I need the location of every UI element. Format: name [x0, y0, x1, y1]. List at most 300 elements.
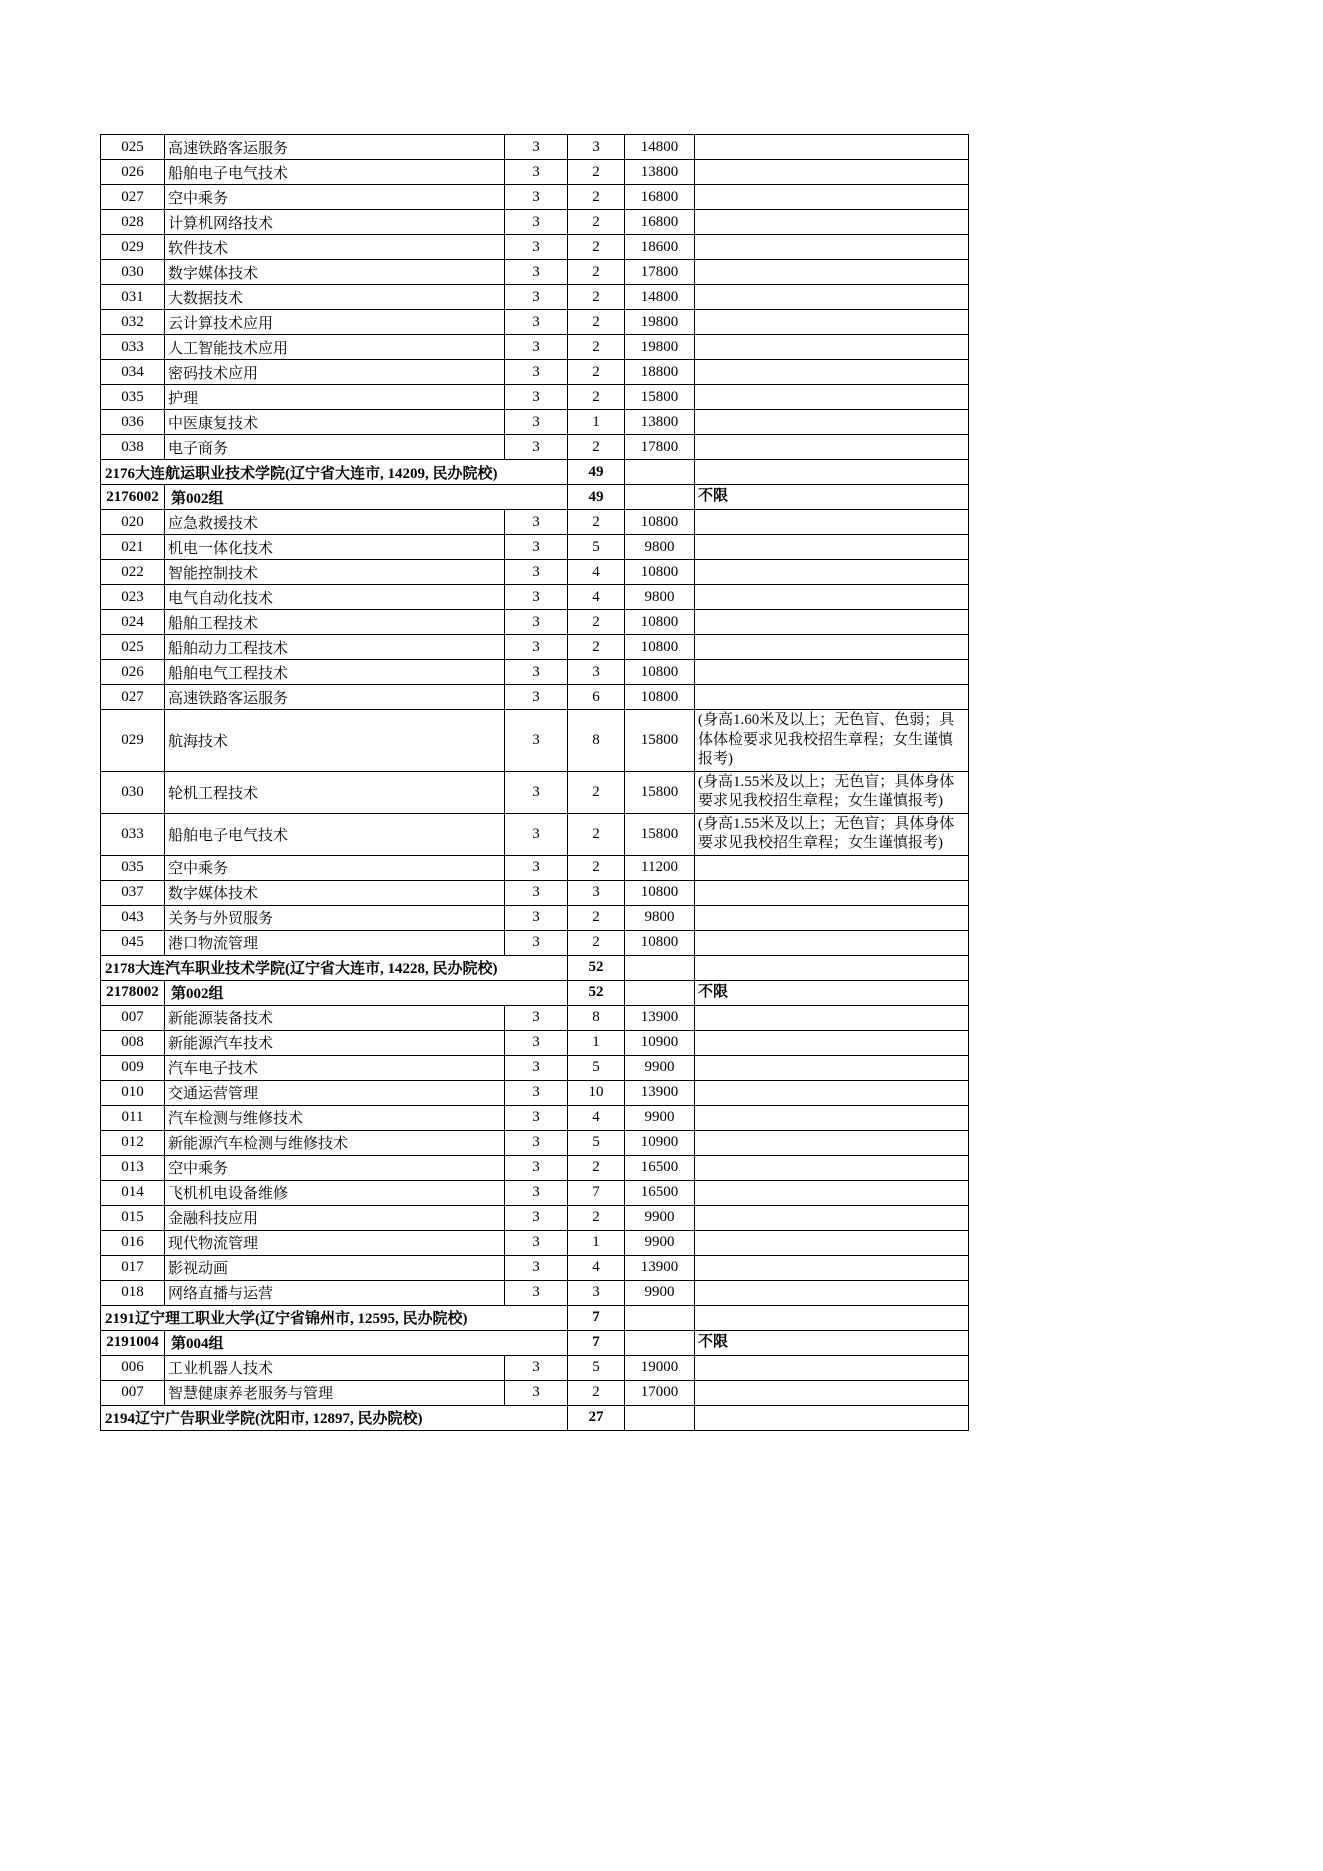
major-name-cell: 新能源装备技术 — [165, 1005, 505, 1030]
tuition-cell: 16800 — [625, 210, 695, 235]
group-remark-cell: 不限 — [695, 980, 969, 1005]
plan-count-cell: 5 — [568, 1355, 625, 1380]
plan-count-cell: 52 — [568, 955, 625, 980]
major-code-cell: 016 — [101, 1230, 165, 1255]
remark-cell — [695, 510, 969, 535]
plan-count-cell: 4 — [568, 1105, 625, 1130]
tuition-cell: 9800 — [625, 535, 695, 560]
table-row — [101, 210, 969, 235]
table-row — [101, 1180, 969, 1205]
plan-count-cell: 2 — [568, 610, 625, 635]
major-name-cell: 智能控制技术 — [165, 560, 505, 585]
study-years-cell: 3 — [505, 855, 568, 880]
major-code-cell: 037 — [101, 880, 165, 905]
tuition-cell: 15800 — [625, 771, 695, 813]
plan-count-cell: 4 — [568, 585, 625, 610]
remark-cell — [695, 460, 969, 485]
table-row — [101, 1030, 969, 1055]
tuition-cell: 17000 — [625, 1380, 695, 1405]
table-row — [101, 1130, 969, 1155]
remark-cell: (身高1.60米及以上；无色盲、色弱；具体体检要求见我校招生章程；女生谨慎报考) — [695, 710, 969, 772]
remark-cell — [695, 160, 969, 185]
plan-count-cell: 27 — [568, 1405, 625, 1430]
remark-cell: (身高1.55米及以上；无色盲；具体身体要求见我校招生章程；女生谨慎报考) — [695, 771, 969, 813]
tuition-cell: 17800 — [625, 260, 695, 285]
tuition-cell: 10800 — [625, 635, 695, 660]
major-code-cell: 007 — [101, 1380, 165, 1405]
group-code-cell: 2176002 — [101, 485, 165, 510]
plan-table-body — [101, 135, 969, 1431]
study-years-cell: 3 — [505, 1280, 568, 1305]
table-row — [101, 485, 969, 510]
table-row — [101, 260, 969, 285]
tuition-cell: 13900 — [625, 1255, 695, 1280]
group-name-cell: 第002组 — [165, 980, 568, 1005]
tuition-cell: 13800 — [625, 160, 695, 185]
major-name-cell: 轮机工程技术 — [165, 771, 505, 813]
plan-table — [100, 134, 969, 1431]
remark-cell — [695, 385, 969, 410]
plan-count-cell: 2 — [568, 235, 625, 260]
major-name-cell: 软件技术 — [165, 235, 505, 260]
remark-cell — [695, 1205, 969, 1230]
plan-count-cell: 49 — [568, 485, 625, 510]
study-years-cell: 3 — [505, 710, 568, 772]
study-years-cell: 3 — [505, 185, 568, 210]
tuition-cell: 19800 — [625, 335, 695, 360]
remark-cell — [695, 185, 969, 210]
plan-count-cell: 2 — [568, 1155, 625, 1180]
table-row — [101, 771, 969, 813]
group-name-cell: 第004组 — [165, 1330, 568, 1355]
major-code-cell: 025 — [101, 635, 165, 660]
remark-cell — [695, 1055, 969, 1080]
study-years-cell: 3 — [505, 1355, 568, 1380]
major-code-cell: 006 — [101, 1355, 165, 1380]
remark-cell — [695, 1355, 969, 1380]
study-years-cell: 3 — [505, 535, 568, 560]
study-years-cell: 3 — [505, 880, 568, 905]
table-row — [101, 585, 969, 610]
major-code-cell: 038 — [101, 435, 165, 460]
plan-count-cell: 4 — [568, 560, 625, 585]
study-years-cell: 3 — [505, 1230, 568, 1255]
group-name-cell: 第002组 — [165, 485, 568, 510]
plan-count-cell: 2 — [568, 813, 625, 855]
study-years-cell: 3 — [505, 510, 568, 535]
major-name-cell: 人工智能技术应用 — [165, 335, 505, 360]
remark-cell — [695, 855, 969, 880]
remark-cell — [695, 135, 969, 160]
plan-count-cell: 5 — [568, 535, 625, 560]
major-name-cell: 港口物流管理 — [165, 930, 505, 955]
major-code-cell: 018 — [101, 1280, 165, 1305]
study-years-cell: 3 — [505, 930, 568, 955]
major-code-cell: 029 — [101, 710, 165, 772]
remark-cell — [695, 585, 969, 610]
plan-count-cell: 5 — [568, 1055, 625, 1080]
remark-cell — [695, 1380, 969, 1405]
plan-count-cell: 2 — [568, 185, 625, 210]
plan-count-cell: 1 — [568, 410, 625, 435]
major-name-cell: 电气自动化技术 — [165, 585, 505, 610]
table-row — [101, 955, 969, 980]
tuition-cell: 10800 — [625, 880, 695, 905]
plan-count-cell: 2 — [568, 771, 625, 813]
table-row — [101, 410, 969, 435]
table-row — [101, 1405, 969, 1430]
study-years-cell: 3 — [505, 335, 568, 360]
major-name-cell: 护理 — [165, 385, 505, 410]
table-row — [101, 360, 969, 385]
study-years-cell: 3 — [505, 385, 568, 410]
major-code-cell: 026 — [101, 660, 165, 685]
study-years-cell: 3 — [505, 310, 568, 335]
major-code-cell: 013 — [101, 1155, 165, 1180]
table-row — [101, 535, 969, 560]
study-years-cell: 3 — [505, 1080, 568, 1105]
major-name-cell: 飞机机电设备维修 — [165, 1180, 505, 1205]
remark-cell — [695, 360, 969, 385]
tuition-cell — [625, 460, 695, 485]
remark-cell — [695, 310, 969, 335]
major-name-cell: 电子商务 — [165, 435, 505, 460]
table-row — [101, 1255, 969, 1280]
tuition-cell: 19000 — [625, 1355, 695, 1380]
group-code-cell: 2191004 — [101, 1330, 165, 1355]
table-row — [101, 1105, 969, 1130]
major-name-cell: 现代物流管理 — [165, 1230, 505, 1255]
major-code-cell: 012 — [101, 1130, 165, 1155]
tuition-cell: 17800 — [625, 435, 695, 460]
study-years-cell: 3 — [505, 235, 568, 260]
group-remark-cell: 不限 — [695, 1330, 969, 1355]
tuition-cell — [625, 1305, 695, 1330]
remark-cell — [695, 410, 969, 435]
study-years-cell: 3 — [505, 1005, 568, 1030]
tuition-cell: 9900 — [625, 1105, 695, 1130]
major-name-cell: 空中乘务 — [165, 185, 505, 210]
tuition-cell: 14800 — [625, 135, 695, 160]
table-row — [101, 1055, 969, 1080]
study-years-cell: 3 — [505, 360, 568, 385]
tuition-cell: 13900 — [625, 1005, 695, 1030]
tuition-cell: 15800 — [625, 813, 695, 855]
remark-cell — [695, 930, 969, 955]
remark-cell — [695, 880, 969, 905]
study-years-cell: 3 — [505, 1030, 568, 1055]
table-row — [101, 235, 969, 260]
major-name-cell: 智慧健康养老服务与管理 — [165, 1380, 505, 1405]
remark-cell — [695, 560, 969, 585]
table-row — [101, 1305, 969, 1330]
plan-count-cell: 2 — [568, 905, 625, 930]
plan-count-cell: 5 — [568, 1130, 625, 1155]
table-row — [101, 660, 969, 685]
plan-count-cell: 7 — [568, 1330, 625, 1355]
tuition-cell: 10800 — [625, 660, 695, 685]
major-name-cell: 中医康复技术 — [165, 410, 505, 435]
table-row — [101, 610, 969, 635]
tuition-cell: 9800 — [625, 905, 695, 930]
remark-cell — [695, 260, 969, 285]
study-years-cell: 3 — [505, 435, 568, 460]
major-code-cell: 027 — [101, 185, 165, 210]
tuition-cell: 15800 — [625, 710, 695, 772]
major-code-cell: 017 — [101, 1255, 165, 1280]
table-row — [101, 710, 969, 772]
major-name-cell: 金融科技应用 — [165, 1205, 505, 1230]
study-years-cell: 3 — [505, 560, 568, 585]
table-row — [101, 1080, 969, 1105]
remark-cell — [695, 235, 969, 260]
tuition-cell: 9900 — [625, 1055, 695, 1080]
major-code-cell: 009 — [101, 1055, 165, 1080]
major-code-cell: 033 — [101, 335, 165, 360]
major-code-cell: 021 — [101, 535, 165, 560]
major-name-cell: 船舶电气工程技术 — [165, 660, 505, 685]
group-remark-cell: 不限 — [695, 485, 969, 510]
study-years-cell: 3 — [505, 160, 568, 185]
plan-count-cell: 8 — [568, 710, 625, 772]
major-code-cell: 007 — [101, 1005, 165, 1030]
table-row — [101, 1005, 969, 1030]
major-name-cell: 数字媒体技术 — [165, 880, 505, 905]
major-code-cell: 008 — [101, 1030, 165, 1055]
study-years-cell: 3 — [505, 410, 568, 435]
major-name-cell: 云计算技术应用 — [165, 310, 505, 335]
plan-count-cell: 2 — [568, 510, 625, 535]
plan-count-cell: 1 — [568, 1230, 625, 1255]
tuition-cell — [625, 1330, 695, 1355]
remark-cell — [695, 1005, 969, 1030]
study-years-cell: 3 — [505, 660, 568, 685]
major-code-cell: 034 — [101, 360, 165, 385]
table-row — [101, 310, 969, 335]
major-code-cell: 045 — [101, 930, 165, 955]
remark-cell — [695, 905, 969, 930]
major-name-cell: 应急救援技术 — [165, 510, 505, 535]
tuition-cell: 18800 — [625, 360, 695, 385]
study-years-cell: 3 — [505, 1180, 568, 1205]
major-code-cell: 033 — [101, 813, 165, 855]
tuition-cell: 10800 — [625, 560, 695, 585]
major-name-cell: 大数据技术 — [165, 285, 505, 310]
plan-count-cell: 2 — [568, 285, 625, 310]
table-row — [101, 1280, 969, 1305]
table-row — [101, 435, 969, 460]
major-name-cell: 船舶电子电气技术 — [165, 813, 505, 855]
remark-cell — [695, 1130, 969, 1155]
table-row — [101, 1380, 969, 1405]
study-years-cell: 3 — [505, 285, 568, 310]
plan-count-cell: 2 — [568, 335, 625, 360]
plan-count-cell: 52 — [568, 980, 625, 1005]
plan-count-cell: 3 — [568, 1280, 625, 1305]
table-row — [101, 855, 969, 880]
table-row — [101, 980, 969, 1005]
major-code-cell: 026 — [101, 160, 165, 185]
remark-cell — [695, 1255, 969, 1280]
table-row — [101, 510, 969, 535]
tuition-cell: 9800 — [625, 585, 695, 610]
study-years-cell: 3 — [505, 771, 568, 813]
tuition-cell: 9900 — [625, 1205, 695, 1230]
tuition-cell: 10900 — [625, 1130, 695, 1155]
plan-count-cell: 3 — [568, 880, 625, 905]
study-years-cell: 3 — [505, 813, 568, 855]
table-row — [101, 185, 969, 210]
plan-count-cell: 49 — [568, 460, 625, 485]
plan-count-cell: 4 — [568, 1255, 625, 1280]
remark-cell — [695, 685, 969, 710]
major-code-cell: 010 — [101, 1080, 165, 1105]
table-row — [101, 813, 969, 855]
major-code-cell: 031 — [101, 285, 165, 310]
major-name-cell: 关务与外贸服务 — [165, 905, 505, 930]
major-name-cell: 汽车电子技术 — [165, 1055, 505, 1080]
major-name-cell: 新能源汽车检测与维修技术 — [165, 1130, 505, 1155]
major-code-cell: 028 — [101, 210, 165, 235]
table-row — [101, 160, 969, 185]
tuition-cell — [625, 980, 695, 1005]
remark-cell — [695, 955, 969, 980]
table-row — [101, 905, 969, 930]
tuition-cell: 15800 — [625, 385, 695, 410]
major-name-cell: 工业机器人技术 — [165, 1355, 505, 1380]
tuition-cell: 16800 — [625, 185, 695, 210]
major-code-cell: 036 — [101, 410, 165, 435]
tuition-cell: 13900 — [625, 1080, 695, 1105]
tuition-cell: 11200 — [625, 855, 695, 880]
table-row — [101, 880, 969, 905]
study-years-cell: 3 — [505, 685, 568, 710]
tuition-cell: 10800 — [625, 930, 695, 955]
major-name-cell: 船舶动力工程技术 — [165, 635, 505, 660]
school-title-cell: 2191辽宁理工职业大学(辽宁省锦州市, 12595, 民办院校) — [101, 1305, 568, 1330]
plan-count-cell: 2 — [568, 1380, 625, 1405]
major-name-cell: 影视动画 — [165, 1255, 505, 1280]
major-name-cell: 空中乘务 — [165, 1155, 505, 1180]
major-code-cell: 023 — [101, 585, 165, 610]
plan-count-cell: 2 — [568, 435, 625, 460]
plan-count-cell: 3 — [568, 660, 625, 685]
table-row — [101, 1330, 969, 1355]
major-name-cell: 交通运营管理 — [165, 1080, 505, 1105]
table-row — [101, 1205, 969, 1230]
remark-cell — [695, 610, 969, 635]
remark-cell — [695, 1230, 969, 1255]
tuition-cell — [625, 955, 695, 980]
major-code-cell: 024 — [101, 610, 165, 635]
plan-count-cell: 2 — [568, 310, 625, 335]
plan-count-cell: 2 — [568, 635, 625, 660]
table-row — [101, 135, 969, 160]
study-years-cell: 3 — [505, 1105, 568, 1130]
tuition-cell: 9900 — [625, 1230, 695, 1255]
table-row — [101, 560, 969, 585]
plan-count-cell: 2 — [568, 855, 625, 880]
study-years-cell: 3 — [505, 1055, 568, 1080]
major-name-cell: 高速铁路客运服务 — [165, 135, 505, 160]
table-row — [101, 635, 969, 660]
study-years-cell: 3 — [505, 1205, 568, 1230]
study-years-cell: 3 — [505, 135, 568, 160]
major-name-cell: 计算机网络技术 — [165, 210, 505, 235]
tuition-cell — [625, 485, 695, 510]
table-row — [101, 385, 969, 410]
tuition-cell: 10900 — [625, 1030, 695, 1055]
major-code-cell: 035 — [101, 855, 165, 880]
remark-cell — [695, 210, 969, 235]
table-row — [101, 930, 969, 955]
school-title-cell: 2176大连航运职业技术学院(辽宁省大连市, 14209, 民办院校) — [101, 460, 568, 485]
plan-count-cell: 3 — [568, 135, 625, 160]
plan-count-cell: 2 — [568, 385, 625, 410]
study-years-cell: 3 — [505, 905, 568, 930]
remark-cell — [695, 335, 969, 360]
tuition-cell: 16500 — [625, 1155, 695, 1180]
major-name-cell: 数字媒体技术 — [165, 260, 505, 285]
plan-count-cell: 2 — [568, 360, 625, 385]
study-years-cell: 3 — [505, 635, 568, 660]
tuition-cell: 10800 — [625, 510, 695, 535]
major-code-cell: 027 — [101, 685, 165, 710]
major-name-cell: 新能源汽车技术 — [165, 1030, 505, 1055]
study-years-cell: 3 — [505, 1130, 568, 1155]
major-code-cell: 030 — [101, 260, 165, 285]
school-title-cell: 2194辽宁广告职业学院(沈阳市, 12897, 民办院校) — [101, 1405, 568, 1430]
major-code-cell: 025 — [101, 135, 165, 160]
study-years-cell: 3 — [505, 1255, 568, 1280]
plan-count-cell: 2 — [568, 210, 625, 235]
major-name-cell: 高速铁路客运服务 — [165, 685, 505, 710]
major-code-cell: 020 — [101, 510, 165, 535]
school-title-cell: 2178大连汽车职业技术学院(辽宁省大连市, 14228, 民办院校) — [101, 955, 568, 980]
major-code-cell: 029 — [101, 235, 165, 260]
study-years-cell: 3 — [505, 610, 568, 635]
plan-count-cell: 8 — [568, 1005, 625, 1030]
plan-count-cell: 1 — [568, 1030, 625, 1055]
remark-cell: (身高1.55米及以上；无色盲；具体身体要求见我校招生章程；女生谨慎报考) — [695, 813, 969, 855]
study-years-cell: 3 — [505, 260, 568, 285]
remark-cell — [695, 535, 969, 560]
remark-cell — [695, 635, 969, 660]
major-name-cell: 船舶电子电气技术 — [165, 160, 505, 185]
plan-count-cell: 2 — [568, 930, 625, 955]
tuition-cell: 13800 — [625, 410, 695, 435]
plan-count-cell: 10 — [568, 1080, 625, 1105]
plan-count-cell: 7 — [568, 1305, 625, 1330]
remark-cell — [695, 1280, 969, 1305]
plan-count-cell: 2 — [568, 1205, 625, 1230]
remark-cell — [695, 1405, 969, 1430]
table-row — [101, 1230, 969, 1255]
admission-plan-table — [100, 134, 969, 1431]
study-years-cell: 3 — [505, 210, 568, 235]
major-code-cell: 032 — [101, 310, 165, 335]
tuition-cell: 14800 — [625, 285, 695, 310]
table-row — [101, 460, 969, 485]
plan-count-cell: 6 — [568, 685, 625, 710]
major-code-cell: 043 — [101, 905, 165, 930]
plan-count-cell: 2 — [568, 260, 625, 285]
study-years-cell: 3 — [505, 1155, 568, 1180]
major-code-cell: 030 — [101, 771, 165, 813]
major-name-cell: 航海技术 — [165, 710, 505, 772]
tuition-cell: 10800 — [625, 685, 695, 710]
group-code-cell: 2178002 — [101, 980, 165, 1005]
